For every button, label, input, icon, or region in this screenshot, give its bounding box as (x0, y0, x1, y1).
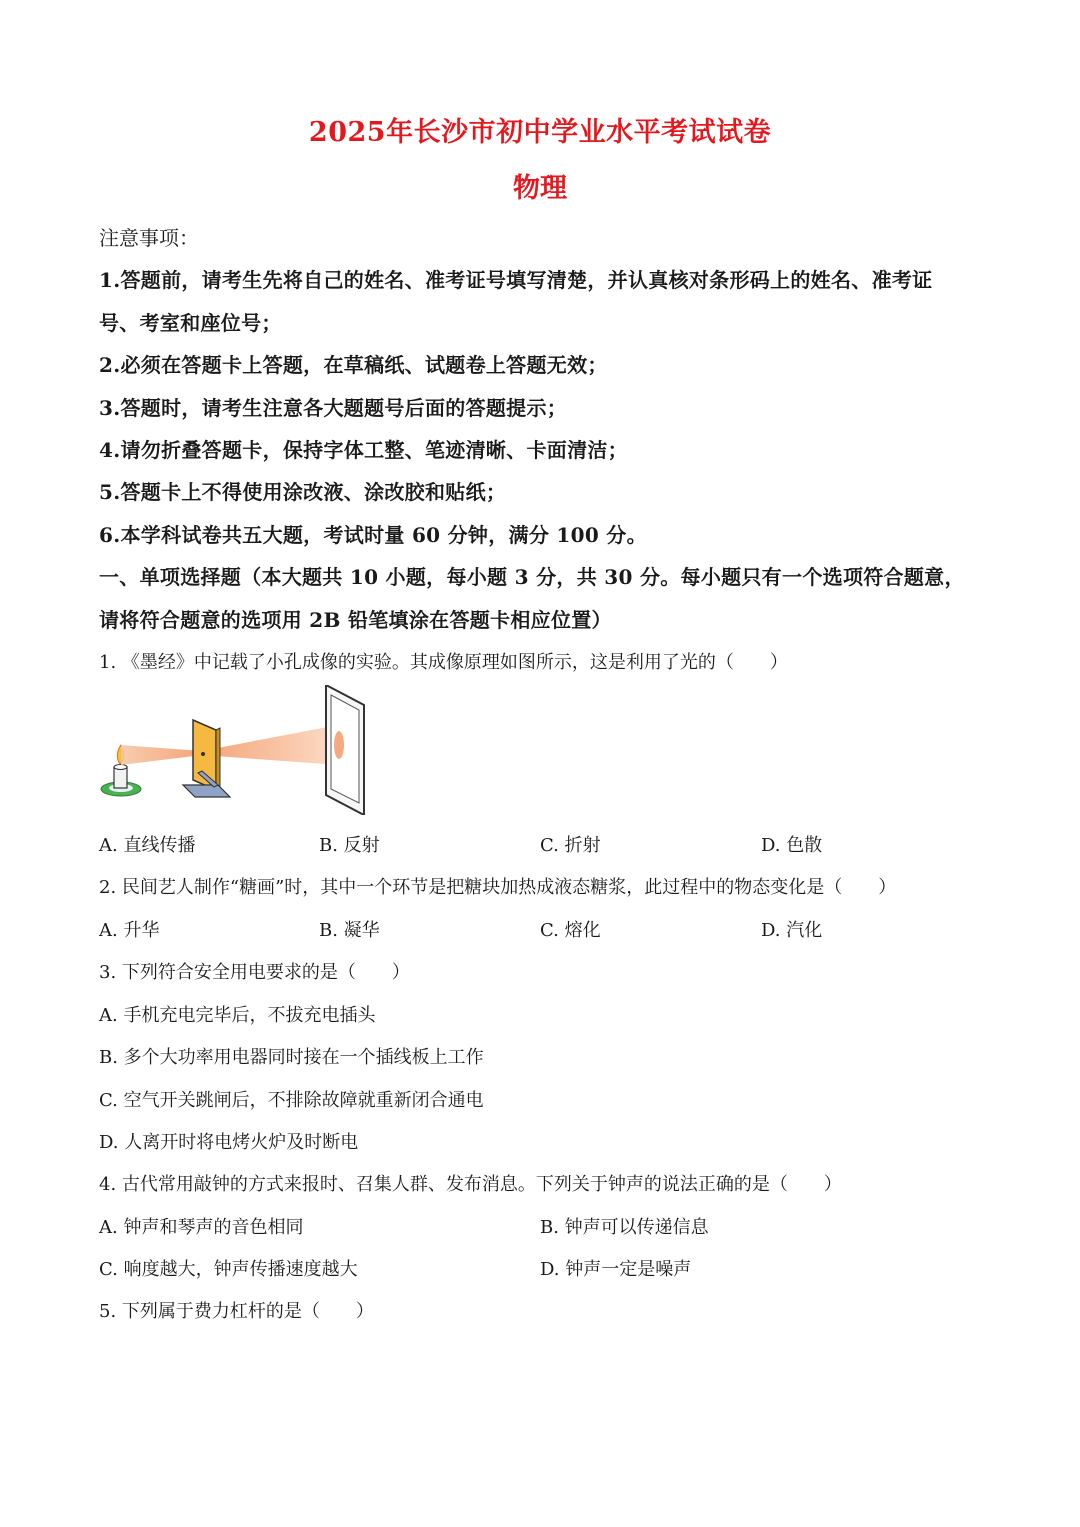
exam-title: 2025年长沙市初中学业水平考试试卷 (308, 117, 772, 148)
section-heading: 一、单项选择题（本大题共 10 小题，每小题 3 分，共 30 分。每小题只有一个选项符合题意， (99, 565, 965, 589)
q2-option-b: B. 凝华 (319, 920, 380, 941)
q2-option-c: C. 熔化 (540, 920, 601, 941)
q2-option-d: D. 汽化 (761, 920, 823, 941)
notice-item-3: 3.答题时，请考生注意各大题题号后面的答题提示； (99, 396, 568, 420)
pinhole-camera-figure (98, 685, 368, 815)
q2-option-a: A. 升华 (99, 920, 160, 941)
q1-option-b: B. 反射 (319, 835, 380, 856)
question-3: 3. 下列符合安全用电要求的是（ ） (99, 962, 410, 983)
q3-option-d: D. 人离开时将电烤火炉及时断电 (99, 1132, 359, 1153)
q3-option-c: C. 空气开关跳闸后，不排除故障就重新闭合通电 (99, 1090, 484, 1111)
notice-item-6: 6.本学科试卷共五大题，考试时量 60 分钟，满分 100 分。 (99, 523, 647, 547)
notice-item-5: 5.答题卡上不得使用涂改液、涂改胶和贴纸； (99, 480, 507, 504)
q4-option-b: B. 钟声可以传递信息 (540, 1217, 709, 1238)
q1-option-a: A. 直线传播 (99, 835, 196, 856)
q3-option-b: B. 多个大功率用电器同时接在一个插线板上工作 (99, 1047, 484, 1068)
question-2: 2. 民间艺人制作“糖画”时，其中一个环节是把糖块加热成液态糖浆，此过程中的物态变化是（ ） (99, 877, 897, 898)
notice-item-4: 4.请勿折叠答题卡，保持字体工整、笔迹清晰、卡面清洁； (99, 438, 628, 462)
q3-option-a: A. 手机充电完毕后，不拔充电插头 (99, 1005, 376, 1026)
question-4: 4. 古代常用敲钟的方式来报时、召集人群、发布消息。下列关于钟声的说法正确的是（ ） (99, 1174, 842, 1195)
question-5: 5. 下列属于费力杠杆的是（ ） (99, 1301, 374, 1322)
question-1: 1. 《墨经》中记载了小孔成像的实验。其成像原理如图所示，这是利用了光的（ ） (99, 652, 788, 673)
notice-item-1: 1.答题前，请考生先将自己的姓名、准考证号填写清楚，并认真核对条形码上的姓名、准考证 (99, 268, 933, 292)
subject-title: 物理 (513, 173, 567, 204)
notice-item-2: 2.必须在答题卡上答题，在草稿纸、试题卷上答题无效； (99, 353, 608, 377)
notice-heading: 注意事项： (99, 226, 199, 250)
q4-option-d: D. 钟声一定是噪声 (540, 1259, 692, 1280)
section-heading-cont: 请将符合题意的选项用 2B 铅笔填涂在答题卡相应位置） (99, 608, 612, 632)
notice-item-1-cont: 号、考室和座位号； (99, 311, 282, 335)
q1-option-d: D. 色散 (761, 835, 823, 856)
q4-option-c: C. 响度越大，钟声传播速度越大 (99, 1259, 358, 1280)
q4-option-a: A. 钟声和琴声的音色相同 (99, 1217, 304, 1238)
q1-option-c: C. 折射 (540, 835, 601, 856)
